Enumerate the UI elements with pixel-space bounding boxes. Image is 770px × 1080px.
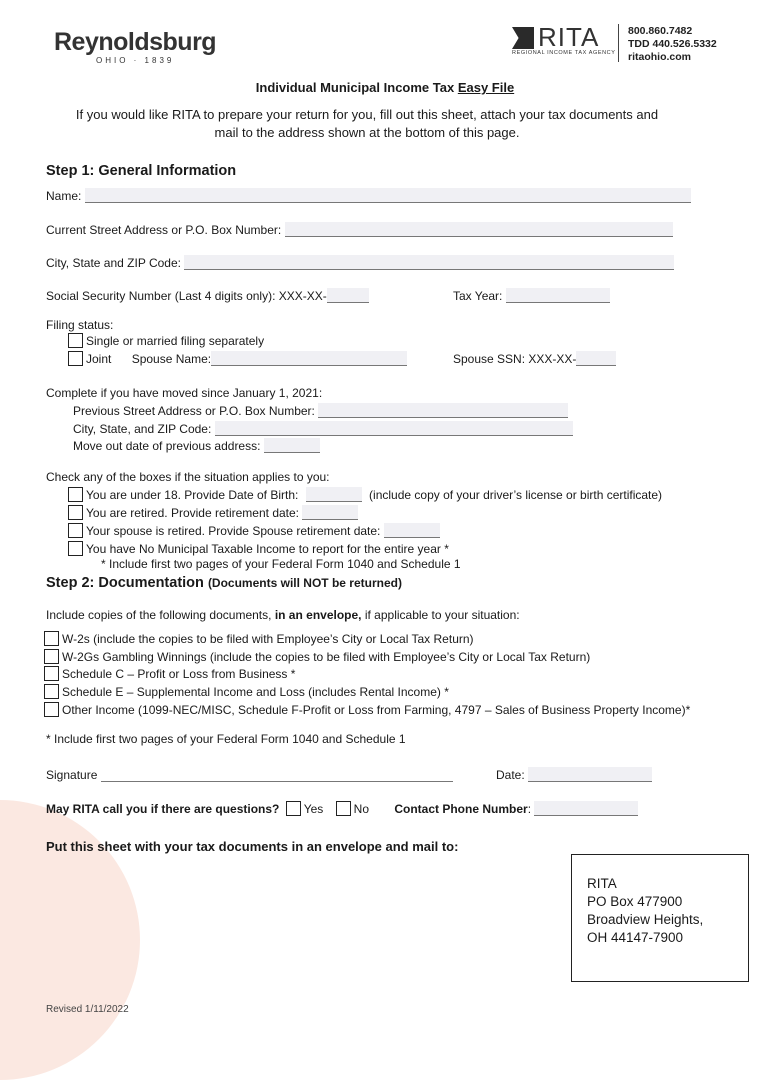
- spouse-retirement-date-field[interactable]: [384, 523, 440, 538]
- ssn-field[interactable]: [327, 288, 369, 303]
- yes-checkbox[interactable]: [286, 801, 301, 816]
- under18-row: You are under 18. Provide Date of Birth: (include copy of your driver’s license or birth certificate): [68, 487, 662, 502]
- retired-row: You are retired. Provide retirement date:: [68, 505, 358, 520]
- no-income-row: You have No Municipal Taxable Income to report for the entire year *: [68, 541, 449, 556]
- doc-schedule-e-checkbox[interactable]: [44, 684, 59, 699]
- city-field[interactable]: [184, 255, 674, 270]
- doc-w2g-checkbox[interactable]: [44, 649, 59, 664]
- intro-text: If you would like RITA to prepare your return for you, fill out this sheet, attach your tax documents and mail to the address shown at the bottom of this page.: [75, 107, 659, 140]
- include-text: Include copies of the following documents, in an envelope, if applicable to your situation:: [46, 608, 520, 622]
- name-field[interactable]: [85, 188, 691, 203]
- doc-item: Schedule C – Profit or Loss from Business *: [44, 666, 295, 681]
- name-row: Name:: [46, 188, 691, 203]
- city-row: City, State and ZIP Code:: [46, 255, 674, 270]
- spouse-ssn-row: Spouse SSN: XXX-XX-: [453, 351, 616, 366]
- retired-checkbox[interactable]: [68, 505, 83, 520]
- no-checkbox[interactable]: [336, 801, 351, 816]
- address-field[interactable]: [285, 222, 673, 237]
- filing-joint-checkbox[interactable]: [68, 351, 83, 366]
- no-income-checkbox[interactable]: [68, 541, 83, 556]
- retirement-date-field[interactable]: [302, 505, 358, 520]
- mail-address-box: RITA PO Box 477900 Broadview Heights, OH 44147-7900: [571, 854, 749, 982]
- tax-year-row: Tax Year:: [453, 288, 610, 303]
- moved-label: Complete if you have moved since January 1, 2021:: [46, 386, 323, 400]
- date-row: Date:: [496, 767, 652, 782]
- move-out-row: Move out date of previous address:: [73, 438, 320, 453]
- under18-checkbox[interactable]: [68, 487, 83, 502]
- spouse-name-field[interactable]: [211, 351, 407, 366]
- signature-field[interactable]: [101, 767, 453, 782]
- dob-field[interactable]: [306, 487, 362, 502]
- tax-year-field[interactable]: [506, 288, 610, 303]
- step2-heading: Step 2: Documentation (Documents will NOT be returned): [46, 575, 402, 591]
- rita-logo: RITA REGIONAL INCOME TAX AGENCY: [512, 22, 616, 56]
- move-out-field[interactable]: [264, 438, 320, 453]
- doc-item: Other Income (1099-NEC/MISC, Schedule F-Profit or Loss from Farming, 4797 – Sales of Business Property Income)*: [44, 702, 690, 717]
- filing-status-label: Filing status:: [46, 318, 114, 332]
- contact-phone-field[interactable]: [534, 801, 638, 816]
- call-row: May RITA call you if there are questions? Yes No Contact Phone Number:: [46, 801, 638, 816]
- doc-other-income-checkbox[interactable]: [44, 702, 59, 717]
- signature-row: Signature: [46, 767, 453, 782]
- doc-item: W-2s (include the copies to be filed with Employee’s City or Local Tax Return): [44, 631, 474, 646]
- header-divider: [618, 24, 619, 62]
- spouse-retired-row: Your spouse is retired. Provide Spouse retirement date:: [68, 523, 440, 538]
- address-row: Current Street Address or P.O. Box Number:: [46, 222, 673, 237]
- rita-logo-icon: [512, 27, 534, 49]
- spouse-ssn-field[interactable]: [576, 351, 616, 366]
- filing-joint-row: Joint Spouse Name:: [68, 351, 407, 366]
- filing-single-checkbox[interactable]: [68, 333, 83, 348]
- prev-address-row: Previous Street Address or P.O. Box Number:: [73, 403, 568, 418]
- doc-w2-checkbox[interactable]: [44, 631, 59, 646]
- step1-heading: Step 1: General Information: [46, 163, 237, 179]
- revised-date: Revised 1/11/2022: [46, 1004, 129, 1015]
- prev-city-field[interactable]: [215, 421, 573, 436]
- ssn-row: Social Security Number (Last 4 digits only): XXX-XX-: [46, 288, 369, 303]
- step2-footnote: * Include first two pages of your Federal Form 1040 and Schedule 1: [46, 732, 406, 746]
- no-income-note: * Include first two pages of your Federal Form 1040 and Schedule 1: [101, 557, 461, 571]
- check-label: Check any of the boxes if the situation applies to you:: [46, 470, 330, 484]
- prev-city-row: City, State, and ZIP Code:: [73, 421, 573, 436]
- page-title: Individual Municipal Income Tax Easy File: [255, 80, 515, 95]
- doc-item: Schedule E – Supplemental Income and Loss (includes Rental Income) *: [44, 684, 449, 699]
- reynoldsburg-logo: Reynoldsburg OHIO · 1839: [54, 28, 217, 65]
- spouse-retired-checkbox[interactable]: [68, 523, 83, 538]
- doc-schedule-c-checkbox[interactable]: [44, 666, 59, 681]
- prev-address-field[interactable]: [318, 403, 568, 418]
- mail-instruction: Put this sheet with your tax documents in an envelope and mail to:: [46, 839, 459, 854]
- doc-item: W-2Gs Gambling Winnings (include the copies to be filed with Employee’s City or Local Tax Return): [44, 649, 590, 664]
- header-contact: 800.860.7482 TDD 440.526.5332 ritaohio.com: [628, 25, 717, 63]
- filing-single-row: Single or married filing separately: [68, 333, 264, 348]
- date-field[interactable]: [528, 767, 652, 782]
